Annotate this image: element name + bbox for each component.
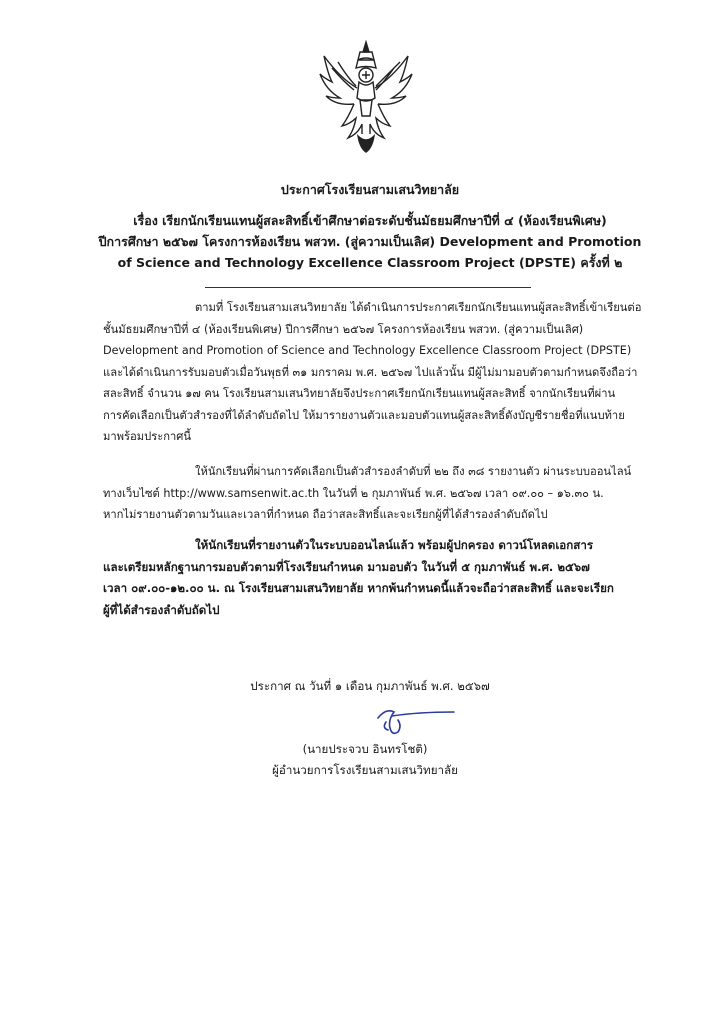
paragraph-online-report (103, 461, 688, 526)
paragraph-line: เวลา ๐๙.๐๐-๑๒.๐๐ น. ณ โรงเรียนสามเสนวิทยาลัย หากพ้นกำหนดนี้แล้วจะถือว่าสละสิทธิ์ และจะเรียก (103, 581, 614, 595)
subject-line-2: ปีการศึกษา ๒๕๖๗ โครงการห้องเรียน พสวท. (สู่ความเป็นเลิศ) Development and Promotion (98, 234, 642, 249)
header-divider (205, 287, 531, 288)
paragraph-line: ตามที่ โรงเรียนสามเสนวิทยาลัย ได้ดำเนินการประกาศเรียกนักเรียนแทนผู้สละสิทธิ์เข้าเรียนต่อ (195, 301, 642, 314)
subject-line-3: of Science and Technology Excellence Classroom Project (DPSTE) ครั้งที่ ๒ (117, 255, 623, 270)
paragraph-line: หากไม่รายงานตัวตามวันและเวลาที่กำหนด ถือว่าสละสิทธิ์และจะเรียกผู้ที่ได้สำรองลำดับถัดไป (103, 508, 548, 521)
paragraph-line: ให้นักเรียนที่ผ่านการคัดเลือกเป็นตัวสำรองลำดับที่ ๒๒ ถึง ๓๘ รายงานตัว ผ่านระบบออนไลน์ (195, 465, 632, 478)
paragraph-line: Development and Promotion of Science and Technology Excellence Classroom Project (DPSTE) (103, 344, 632, 357)
announcement-date: ประกาศ ณ วันที่ ๑ เดือน กุมภาพันธ์ พ.ศ. ๒๕๖๗ (250, 679, 490, 693)
paragraph-line: ให้นักเรียนที่รายงานตัวในระบบออนไลน์แล้ว พร้อมผู้ปกครอง ดาวน์โหลดเอกสาร (195, 538, 594, 552)
handwritten-signature-icon (368, 698, 458, 742)
signatory-name: (นายประจวบ อินทรโชติ) (302, 742, 428, 756)
paragraph-line: ผู้ที่ได้สำรองลำดับถัดไป (103, 602, 220, 617)
paragraph-line: สละสิทธิ์ จำนวน ๑๗ คน โรงเรียนสามเสนวิทยาลัยจึงประกาศเรียกนักเรียนแทนผู้สละสิทธิ์ จากนักเรียนที่ผ่าน (103, 387, 616, 400)
paragraph-line: ชั้นมัธยมศึกษาปีที่ ๔ (ห้องเรียนพิเศษ) ปีการศึกษา ๒๕๖๗ โครงการห้องเรียน พสวท. (สู่ความเป็นเลิศ) (103, 322, 584, 336)
signatory-position: ผู้อำนวยการโรงเรียนสามเสนวิทยาลัย (272, 763, 458, 777)
subject-line-1: เรื่อง เรียกนักเรียนแทนผู้สละสิทธิ์เข้าศึกษาต่อระดับชั้นมัธยมศึกษาปีที่ ๔ (ห้องเรียนพิเศษ) (133, 213, 607, 228)
garuda-emblem-icon (318, 38, 414, 154)
paragraph-line: มาพร้อมประกาศนี้ (103, 430, 192, 443)
paragraph-background (103, 297, 688, 448)
paragraph-line: และได้ดำเนินการรับมอบตัวเมื่อวันพุธที่ ๓๑ มกราคม พ.ศ. ๒๕๖๗ ไปแล้วนั้น มีผู้ไม่มามอบตัวตามกำหนดจึงถือว่า (103, 365, 638, 379)
announcement-title: ประกาศโรงเรียนสามเสนวิทยาลัย (280, 182, 460, 197)
paragraph-line: การคัดเลือกเป็นตัวสำรองที่ได้ลำดับถัดไป ให้มารายงานตัวและมอบตัวแทนผู้สละสิทธิ์ดังบัญชีรายชื่อที่แนบท้าย (103, 408, 625, 422)
paragraph-enrollment (103, 535, 688, 621)
paragraph-line: ทางเว็บไซต์ http://www.samsenwit.ac.th ในวันที่ ๒ กุมภาพันธ์ พ.ศ. ๒๕๖๗ เวลา ๐๙.๐๐ – ๑๖.๓๐ น. (103, 486, 604, 500)
paragraph-line: และเตรียมหลักฐานการมอบตัวตามที่โรงเรียนกำหนด มามอบตัว ในวันที่ ๕ กุมภาพันธ์ พ.ศ. ๒๕๖๗ (103, 559, 590, 574)
